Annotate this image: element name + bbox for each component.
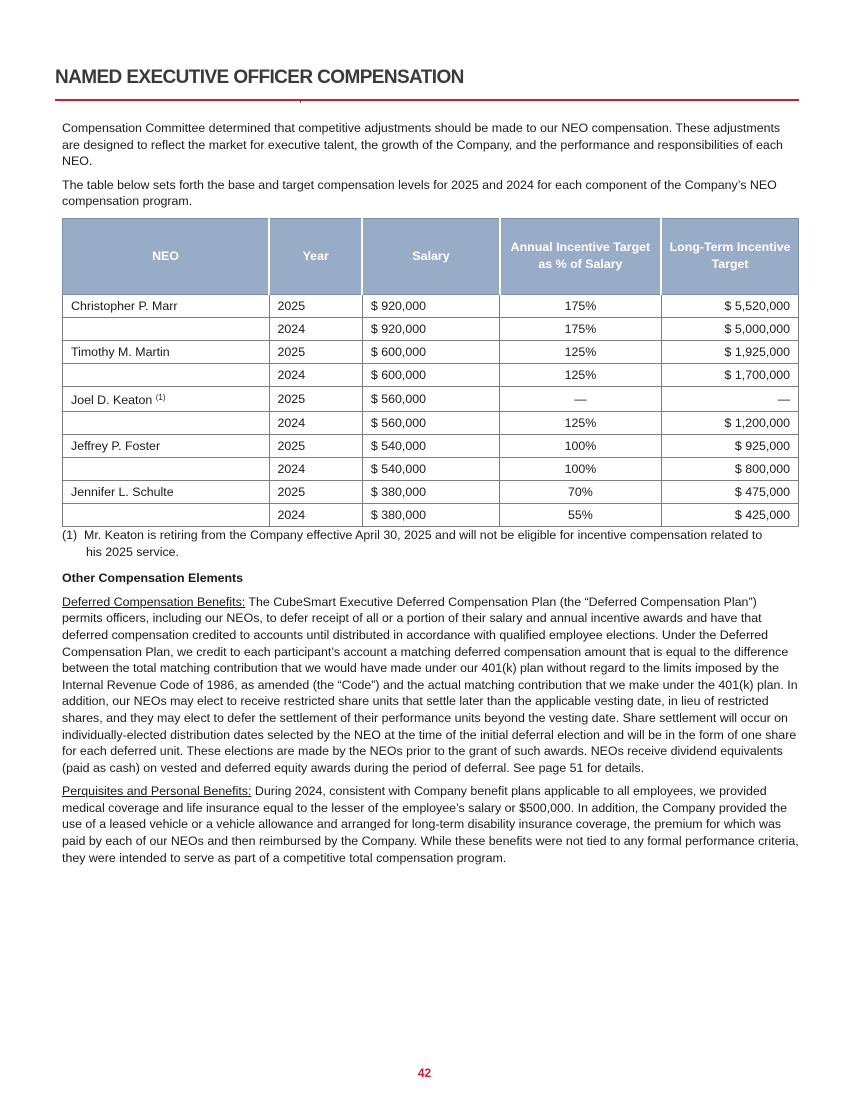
- cell-annual-incentive: 70%: [500, 480, 661, 503]
- table-row: [63, 457, 799, 480]
- cell-salary: $ 560,000: [362, 411, 499, 434]
- compensation-table: [62, 218, 799, 527]
- cell-neo: [63, 317, 270, 340]
- cell-long-term: $ 1,700,000: [661, 363, 798, 386]
- cell-annual-incentive: 55%: [500, 503, 661, 526]
- deferred-compensation-paragraph: [62, 594, 799, 777]
- cell-long-term: $ 925,000: [661, 434, 798, 457]
- cell-neo: [63, 363, 270, 386]
- cell-long-term: $ 475,000: [661, 480, 798, 503]
- table-row: [63, 317, 799, 340]
- cell-long-term: $ 5,000,000: [661, 317, 798, 340]
- cell-neo: [63, 411, 270, 434]
- cell-salary: $ 600,000: [362, 363, 499, 386]
- cell-neo: Jennifer L. Schulte: [63, 480, 270, 503]
- cell-year: 2024: [269, 363, 362, 386]
- cell-year: 2025: [269, 340, 362, 363]
- intro-paragraph-1: Compensation Committee determined that competitive adjustments should be made to our NEO compensation. These adjustments are designed to reflect the market for executive talent, the growth of the Company, and the performance and responsibilities of each NEO.: [62, 121, 783, 169]
- page-number: 42: [417, 1066, 432, 1080]
- cell-annual-incentive: 125%: [500, 411, 661, 434]
- title-divider: [55, 99, 799, 101]
- cell-long-term: —: [661, 386, 798, 411]
- cell-long-term: $ 425,000: [661, 503, 798, 526]
- deferred-compensation-text: The CubeSmart Executive Deferred Compensation Plan (the “Deferred Compensation Plan”) permits officers, including our NEOs, to defer receipt of all or a portion of their salary and annual incentive awards and have that deferred compensation credited to accounts until distributed in accordance with qualified employee elections. Under the Deferred Compensation Plan, we credit to each participant’s account a matching deferred compensation amount that is equal to the difference between the total matching contribution that we would have made under our 401(k) plan without regard to the limits imposed by the Internal Revenue Code of 1986, as amended (the “Code”) and the actual matching contribution that we make under the 401(k) plan. In addition, our NEOs may elect to receive restricted share units that settle later than the applicable vesting date, in lieu of restricted shares, and they may elect to defer the settlement of their performance units beyond the vesting date. Share settlement will occur on individually-elected distribution dates selected by the NEO at the time of the initial deferral election and will be in the form of one share for each deferred unit. These elections are made by the NEOs prior to the grant of such awards. NEOs receive dividend equivalents (paid as cash) on vested and deferred equity awards during the period of deferral. See page 51 for details.: [62, 594, 798, 775]
- perquisites-paragraph: [62, 783, 799, 866]
- cell-year: 2024: [269, 317, 362, 340]
- table-row: [63, 434, 799, 457]
- cell-salary: $ 380,000: [362, 503, 499, 526]
- header-annual-incentive: Annual Incentive Target as % of Salary: [500, 218, 661, 294]
- cell-annual-incentive: 125%: [500, 363, 661, 386]
- cell-year: 2025: [269, 294, 362, 317]
- cell-salary: $ 920,000: [362, 294, 499, 317]
- cell-annual-incentive: —: [500, 386, 661, 411]
- table-row: [63, 503, 799, 526]
- title-tick-mark: [300, 101, 301, 103]
- perquisites-text: During 2024, consistent with Company benefit plans applicable to all employees, we provided medical coverage and life insurance equal to the lesser of the employee’s salary or $500,000. In addition, the Company provided the use of a leased vehicle or a vehicle allowance and arranged for long-term disability insurance coverage, the premium for which was paid by each of our NEOs and then reimbursed by the Company. While these benefits were not tied to any formal performance criteria, they were intended to serve as part of a competitive total compensation program.: [62, 784, 799, 865]
- cell-annual-incentive: 100%: [500, 457, 661, 480]
- cell-annual-incentive: 100%: [500, 434, 661, 457]
- table-footnote: (1) Mr. Keaton is retiring from the Company effective April 30, 2025 and will not be eligible for incentive compensation related to his 2025 service.: [62, 527, 763, 559]
- cell-neo: [63, 503, 270, 526]
- intro-paragraph-2: The table below sets forth the base and target compensation levels for 2025 and 2024 for each component of the Company’s NEO compensation program.: [62, 177, 777, 209]
- cell-salary: $ 920,000: [362, 317, 499, 340]
- footnote-marker: (1): [155, 392, 166, 402]
- cell-neo: Timothy M. Martin: [63, 340, 270, 363]
- table-row: [63, 386, 799, 411]
- cell-long-term: $ 800,000: [661, 457, 798, 480]
- cell-salary: $ 380,000: [362, 480, 499, 503]
- header-year: Year: [269, 218, 362, 294]
- cell-long-term: $ 1,200,000: [661, 411, 798, 434]
- cell-salary: $ 540,000: [362, 434, 499, 457]
- cell-annual-incentive: 175%: [500, 294, 661, 317]
- cell-neo: Christopher P. Marr: [63, 294, 270, 317]
- header-neo: NEO: [63, 218, 270, 294]
- cell-annual-incentive: 125%: [500, 340, 661, 363]
- table-row: [63, 411, 799, 434]
- table-row: [63, 340, 799, 363]
- cell-neo: [63, 386, 270, 411]
- cell-annual-incentive: 175%: [500, 317, 661, 340]
- table-row: [63, 480, 799, 503]
- cell-year: 2025: [269, 480, 362, 503]
- cell-salary: $ 600,000: [362, 340, 499, 363]
- deferred-compensation-label: Deferred Compensation Benefits:: [62, 594, 246, 609]
- section-heading: Other Compensation Elements: [62, 571, 244, 586]
- cell-salary: $ 540,000: [362, 457, 499, 480]
- cell-year: 2025: [269, 386, 362, 411]
- cell-year: 2024: [269, 503, 362, 526]
- cell-salary: $ 560,000: [362, 386, 499, 411]
- header-salary: Salary: [362, 218, 499, 294]
- cell-long-term: $ 5,520,000: [661, 294, 798, 317]
- perquisites-label: Perquisites and Personal Benefits:: [62, 784, 252, 799]
- table-header-row: [63, 218, 799, 294]
- cell-neo: Jeffrey P. Foster: [63, 434, 270, 457]
- table-row: [63, 294, 799, 317]
- cell-year: 2024: [269, 411, 362, 434]
- cell-year: 2025: [269, 434, 362, 457]
- page-content: [62, 120, 799, 873]
- page-title: NAMED EXECUTIVE OFFICER COMPENSATION: [55, 67, 464, 88]
- table-row: [63, 363, 799, 386]
- cell-neo: [63, 457, 270, 480]
- cell-year: 2024: [269, 457, 362, 480]
- neo-name: Joel D. Keaton: [71, 392, 153, 407]
- header-long-term-incentive: Long-Term Incentive Target: [661, 218, 798, 294]
- cell-long-term: $ 1,925,000: [661, 340, 798, 363]
